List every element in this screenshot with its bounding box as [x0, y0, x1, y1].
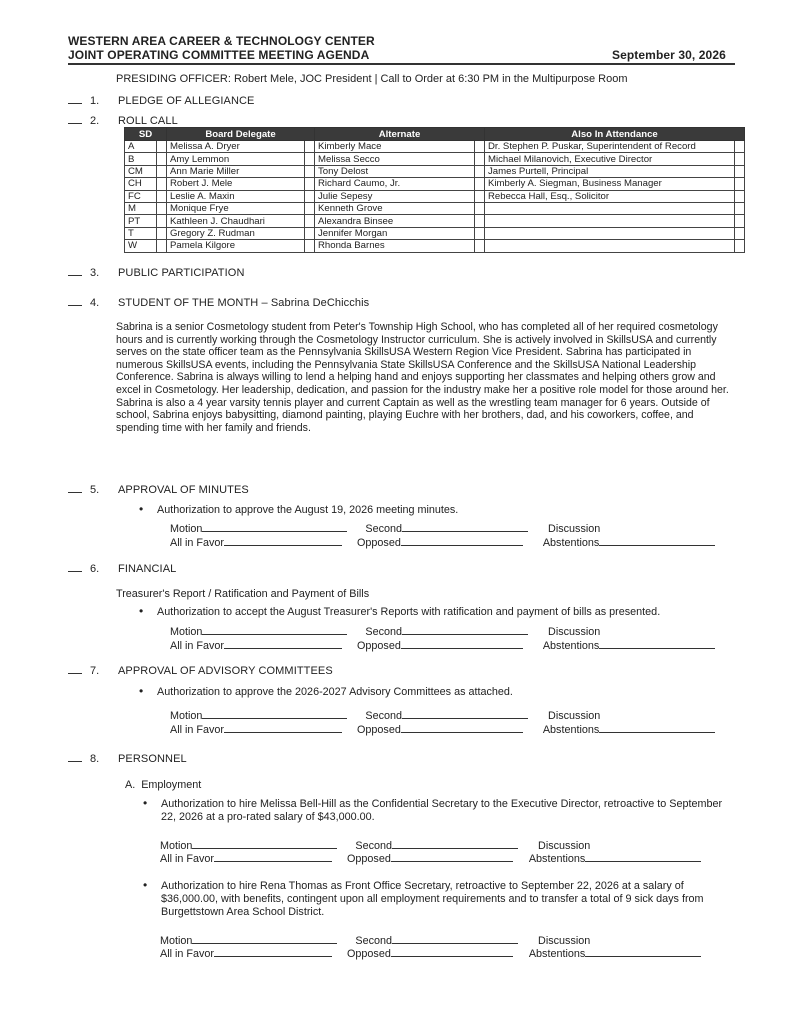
discussion-label: Discussion — [538, 840, 591, 852]
vote-row-2 — [170, 723, 715, 736]
employment-subheading: A. Employment — [125, 779, 202, 791]
agenda-item-2: 2. ROLL CALL — [68, 114, 178, 127]
motion-label: Motion — [160, 840, 193, 852]
attendance-checkbox[interactable] — [157, 165, 167, 177]
discussion-label: Discussion — [548, 523, 601, 535]
delegate-cell: Kathleen J. Chaudhari — [167, 215, 305, 227]
favor-label: All in Favor — [170, 537, 225, 549]
abstentions-label: Abstentions — [528, 853, 586, 865]
motion-label: Motion — [170, 523, 203, 535]
attendance-cell — [485, 227, 735, 239]
attendance-cell: Dr. Stephen P. Puskar, Superintendent of Record — [485, 141, 735, 153]
sd-cell: A — [125, 141, 157, 153]
motion-field[interactable] — [202, 522, 347, 532]
item-title: ROLL CALL — [118, 115, 178, 127]
financial-subheading: Treasurer's Report / Ratification and Payment of Bills — [116, 588, 370, 600]
attendance-checkbox[interactable] — [157, 240, 167, 252]
delegate-cell: Pamela Kilgore — [167, 240, 305, 252]
motion-bullet: • Authorization to approve the 2026-2027 Advisory Committees as attached. — [139, 684, 513, 698]
motion-label: Motion — [170, 710, 203, 722]
attendance-checkbox[interactable] — [305, 227, 315, 239]
alternate-cell: Julie Sepesy — [315, 190, 475, 202]
abstentions-field[interactable] — [599, 639, 715, 649]
motion-field[interactable] — [192, 839, 337, 849]
attendance-checkbox[interactable] — [157, 141, 167, 153]
motion-bullet: • Authorization to approve the August 19, 2026 meeting minutes. — [139, 502, 459, 516]
table-row — [125, 227, 745, 239]
attendance-checkbox[interactable] — [157, 190, 167, 202]
opposed-field[interactable] — [401, 536, 523, 546]
abstentions-field[interactable] — [585, 852, 701, 862]
agenda-item-4: 4. STUDENT OF THE MONTH – Sabrina DeChicchis — [68, 296, 369, 309]
attendance-checkbox[interactable] — [305, 165, 315, 177]
attendance-cell: James Purtell, Principal — [485, 165, 735, 177]
attendance-checkbox[interactable] — [157, 153, 167, 165]
favor-field[interactable] — [224, 536, 342, 546]
attendance-checkbox[interactable] — [305, 215, 315, 227]
favor-label: All in Favor — [160, 853, 215, 865]
motion-bullet: • Authorization to hire Rena Thomas as Front Office Secretary, retroactive to September 22, 2026 at a salary of $36,000.00, with benefits, contingent upon all employment requirements and to transfer a total of 9 sick days from Burgettstown Area School District. — [143, 878, 704, 918]
table-row — [125, 178, 745, 190]
table-row — [125, 215, 745, 227]
attendance-checkbox[interactable] — [305, 153, 315, 165]
favor-field[interactable] — [224, 723, 342, 733]
col-header-delegate: Board Delegate — [167, 128, 315, 141]
motion-field[interactable] — [192, 934, 337, 944]
sd-cell: W — [125, 240, 157, 252]
motion-label: Motion — [160, 935, 193, 947]
agenda-item-3: 3. PUBLIC PARTICIPATION — [68, 266, 245, 279]
motion-bullet: • Authorization to accept the August Treasurer's Reports with ratification and payment of bills as presented. — [139, 604, 661, 618]
sd-cell: CH — [125, 178, 157, 190]
alternate-cell: Richard Caumo, Jr. — [315, 178, 475, 190]
col-header-sd: SD — [125, 128, 167, 141]
attendance-cell — [485, 240, 735, 252]
second-label: Second — [355, 935, 393, 947]
col-header-attendance: Also In Attendance — [485, 128, 745, 141]
abstentions-field[interactable] — [599, 723, 715, 733]
motion-field[interactable] — [202, 625, 347, 635]
check-blank[interactable] — [68, 266, 82, 276]
attendance-checkbox[interactable] — [157, 202, 167, 214]
attendance-checkbox[interactable] — [305, 178, 315, 190]
second-field[interactable] — [402, 709, 528, 719]
vote-row-2 — [170, 536, 715, 549]
opposed-field[interactable] — [391, 947, 513, 957]
item-title: STUDENT OF THE MONTH – Sabrina DeChicchis — [118, 297, 370, 309]
discussion-label: Discussion — [548, 626, 601, 638]
item-title: PLEDGE OF ALLEGIANCE — [118, 95, 255, 107]
sd-cell: FC — [125, 190, 157, 202]
check-blank[interactable] — [68, 664, 82, 674]
second-label: Second — [365, 626, 403, 638]
alternate-cell: Rhonda Barnes — [315, 240, 475, 252]
discussion-label: Discussion — [548, 710, 601, 722]
delegate-cell: Gregory Z. Rudman — [167, 227, 305, 239]
opposed-label: Opposed — [347, 853, 391, 865]
table-row — [125, 240, 745, 252]
attendance-checkbox[interactable] — [735, 141, 745, 153]
attendance-checkbox[interactable] — [735, 165, 745, 177]
attendance-checkbox[interactable] — [475, 202, 485, 214]
second-field[interactable] — [392, 839, 518, 849]
attendance-checkbox[interactable] — [735, 202, 745, 214]
presiding-officer: PRESIDING OFFICER: Robert Mele, JOC President | Call to Order at 6:30 PM in the Multipurpose Room — [116, 73, 628, 85]
agenda-item-6: 6. FINANCIAL — [68, 562, 176, 575]
vote-row-2 — [170, 639, 715, 652]
attendance-checkbox[interactable] — [735, 190, 745, 202]
table-row — [125, 153, 745, 165]
attendance-checkbox[interactable] — [305, 240, 315, 252]
table-row — [125, 202, 745, 214]
second-field[interactable] — [402, 522, 528, 532]
delegate-cell: Amy Lemmon — [167, 153, 305, 165]
check-blank[interactable] — [68, 94, 82, 104]
sd-cell: T — [125, 227, 157, 239]
opposed-field[interactable] — [401, 723, 523, 733]
opposed-label: Opposed — [357, 537, 401, 549]
alternate-cell: Melissa Secco — [315, 153, 475, 165]
vote-row-1 — [170, 625, 600, 638]
attendance-checkbox[interactable] — [735, 240, 745, 252]
vote-row-2 — [160, 852, 701, 865]
attendance-checkbox[interactable] — [475, 215, 485, 227]
second-field[interactable] — [392, 934, 518, 944]
sd-cell: PT — [125, 215, 157, 227]
favor-label: All in Favor — [170, 640, 225, 652]
sd-cell: CM — [125, 165, 157, 177]
favor-field[interactable] — [214, 852, 332, 862]
meeting-date: September 30, 2026 — [612, 48, 726, 62]
attendance-checkbox[interactable] — [475, 178, 485, 190]
item-title: APPROVAL OF ADVISORY COMMITTEES — [118, 665, 333, 677]
table-row — [125, 165, 745, 177]
delegate-cell: Melissa A. Dryer — [167, 141, 305, 153]
delegate-cell: Leslie A. Maxin — [167, 190, 305, 202]
item-title: PUBLIC PARTICIPATION — [118, 267, 245, 279]
attendance-checkbox[interactable] — [305, 202, 315, 214]
attendance-checkbox[interactable] — [157, 227, 167, 239]
attendance-checkbox[interactable] — [475, 153, 485, 165]
abstentions-label: Abstentions — [542, 724, 600, 736]
favor-label: All in Favor — [170, 724, 225, 736]
favor-field[interactable] — [224, 639, 342, 649]
check-blank[interactable] — [68, 752, 82, 762]
attendance-checkbox[interactable] — [475, 190, 485, 202]
delegate-cell: Robert J. Mele — [167, 178, 305, 190]
attendance-cell — [485, 215, 735, 227]
alternate-cell: Kimberly Mace — [315, 141, 475, 153]
second-label: Second — [365, 710, 403, 722]
check-blank[interactable] — [68, 562, 82, 572]
org-name: WESTERN AREA CAREER & TECHNOLOGY CENTER — [68, 34, 375, 48]
attendance-checkbox[interactable] — [475, 165, 485, 177]
check-blank[interactable] — [68, 296, 82, 306]
attendance-checkbox[interactable] — [735, 178, 745, 190]
second-label: Second — [365, 523, 403, 535]
item-title: PERSONNEL — [118, 753, 187, 765]
check-blank[interactable] — [68, 483, 82, 493]
agenda-item-5: 5. APPROVAL OF MINUTES — [68, 483, 249, 496]
attendance-checkbox[interactable] — [157, 178, 167, 190]
abstentions-label: Abstentions — [542, 537, 600, 549]
motion-field[interactable] — [202, 709, 347, 719]
sd-cell: M — [125, 202, 157, 214]
attendance-checkbox[interactable] — [475, 240, 485, 252]
attendance-checkbox[interactable] — [305, 190, 315, 202]
discussion-label: Discussion — [538, 935, 591, 947]
vote-row-2 — [160, 947, 701, 960]
item-title: FINANCIAL — [118, 563, 177, 575]
alternate-cell: Alexandra Binsee — [315, 215, 475, 227]
attendance-checkbox[interactable] — [157, 215, 167, 227]
delegate-cell: Ann Marie Miller — [167, 165, 305, 177]
agenda-item-8: 8. PERSONNEL — [68, 752, 187, 765]
check-blank[interactable] — [68, 114, 82, 124]
alternate-cell: Kenneth Grove — [315, 202, 475, 214]
attendance-cell: Michael Milanovich, Executive Director — [485, 153, 735, 165]
alternate-cell: Tony Delost — [315, 165, 475, 177]
abstentions-field[interactable] — [599, 536, 715, 546]
opposed-field[interactable] — [391, 852, 513, 862]
roll-call-table — [124, 127, 745, 253]
attendance-cell: Kimberly A. Siegman, Business Manager — [485, 178, 735, 190]
agenda-item-7: 7. APPROVAL OF ADVISORY COMMITTEES — [68, 664, 333, 677]
opposed-label: Opposed — [357, 724, 401, 736]
attendance-checkbox[interactable] — [735, 227, 745, 239]
attendance-cell — [485, 202, 735, 214]
opposed-field[interactable] — [401, 639, 523, 649]
second-label: Second — [355, 840, 393, 852]
favor-label: All in Favor — [160, 948, 215, 960]
item-title: APPROVAL OF MINUTES — [118, 484, 249, 496]
sd-cell: B — [125, 153, 157, 165]
attendance-cell: Rebecca Hall, Esq., Solicitor — [485, 190, 735, 202]
vote-row-1 — [160, 839, 590, 852]
vote-row-1 — [160, 934, 590, 947]
opposed-label: Opposed — [357, 640, 401, 652]
attendance-checkbox[interactable] — [305, 141, 315, 153]
favor-field[interactable] — [214, 947, 332, 957]
document-title: JOINT OPERATING COMMITTEE MEETING AGENDA — [68, 48, 370, 62]
attendance-checkbox[interactable] — [735, 215, 745, 227]
table-row — [125, 141, 745, 153]
motion-label: Motion — [170, 626, 203, 638]
motion-bullet: • Authorization to hire Melissa Bell-Hill as the Confidential Secretary to the Executive Director, retroactive to September 22, 2026 at a pro-rated salary of $43,000.00. — [143, 796, 723, 823]
delegate-cell: Monique Frye — [167, 202, 305, 214]
alternate-cell: Jennifer Morgan — [315, 227, 475, 239]
abstentions-label: Abstentions — [542, 640, 600, 652]
abstentions-label: Abstentions — [528, 948, 586, 960]
attendance-checkbox[interactable] — [475, 227, 485, 239]
second-field[interactable] — [402, 625, 528, 635]
header-rule — [68, 63, 735, 65]
vote-row-1 — [170, 709, 600, 722]
opposed-label: Opposed — [347, 948, 391, 960]
table-row — [125, 190, 745, 202]
vote-row-1 — [170, 522, 600, 535]
agenda-item-1: 1. PLEDGE OF ALLEGIANCE — [68, 94, 255, 107]
student-description: Sabrina is a senior Cosmetology student from Peter's Township High School, who has completed all of her required cosmetology hours and is currently working through the Cosmetology Instructor curriculum. She is actively involved in SkillsUSA and currently serves on the state officer team as the Pennsylvania SkillsUSA Western Region Vice President. Sabrina has participated in numerous SkillsUSA events, including the Pennsylvania State SkillsUSA Conference and the SkillsUSA National Leadership Conference. Sabrina is always willing to lend a helping hand and enjoys supporting her classmates and helping others grow and excel in Cosmetology. Her leadership, dedication, and passion for the industry make her a positive role model for those around her. Sabrina is also a 4 year varsity tennis player and current Captain as well as the wrestling team manager for 6 years. Outside of school, Sabrina enjoys babysitting, diamond painting, playing Euchre with her brothers, dad, and his coworkers, coffee, and spending time with her family and friends. — [116, 321, 729, 434]
abstentions-field[interactable] — [585, 947, 701, 957]
attendance-checkbox[interactable] — [735, 153, 745, 165]
attendance-checkbox[interactable] — [475, 141, 485, 153]
col-header-alternate: Alternate — [315, 128, 485, 141]
